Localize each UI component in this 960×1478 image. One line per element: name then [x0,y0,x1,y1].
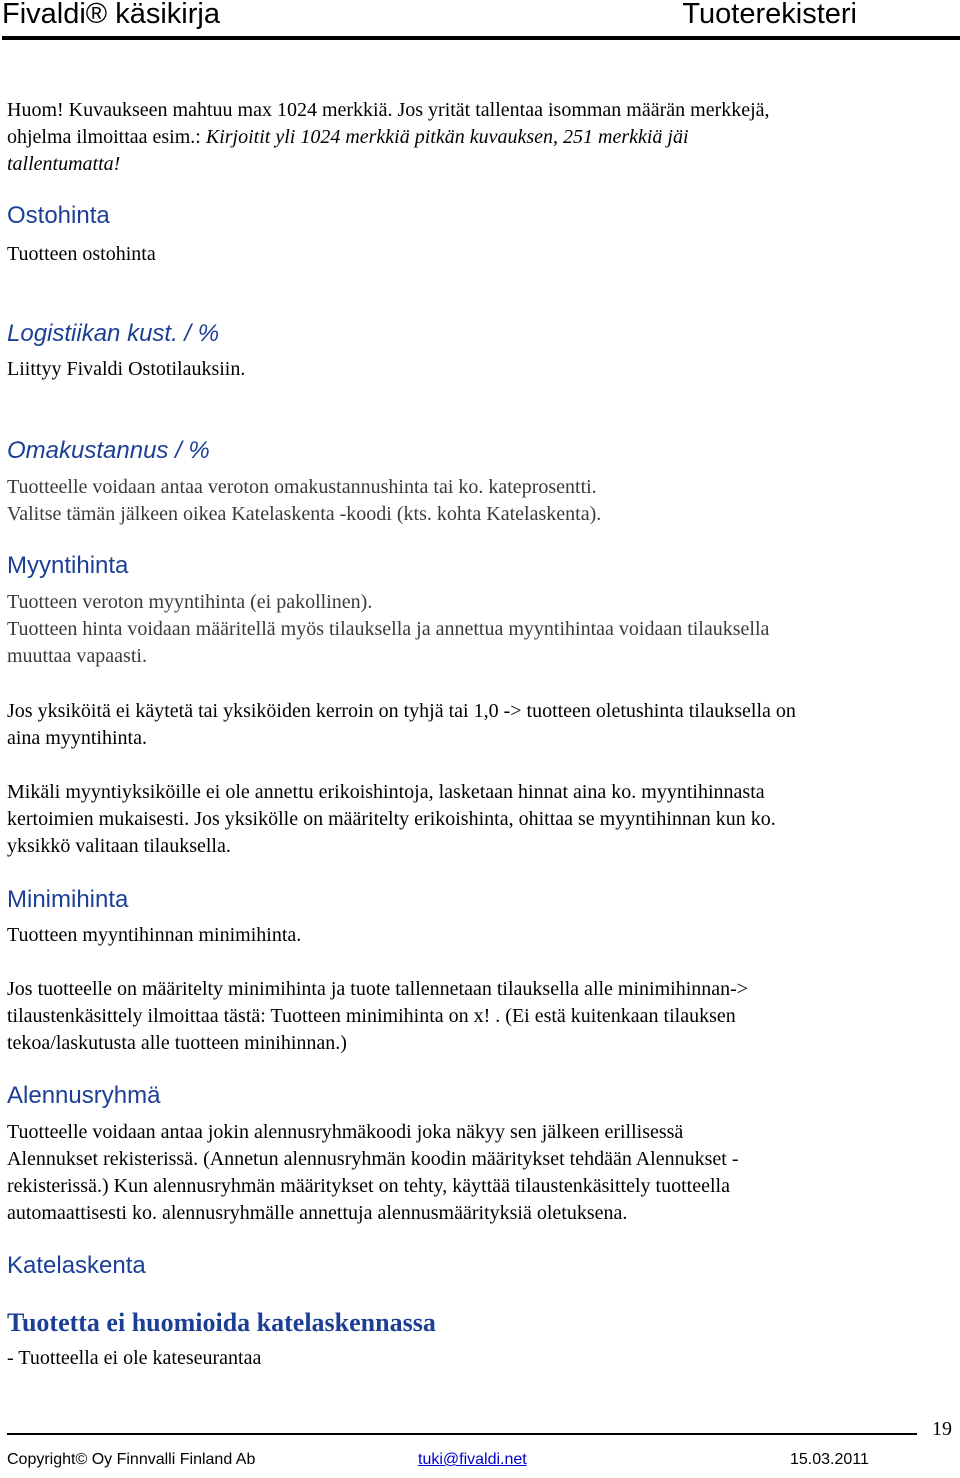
note-line-2 [7,124,952,151]
omakustannus-line-1: Tuotteelle voidaan antaa veroton omakustannushinta tai ko. kateprosentti. [7,476,597,498]
header-divider [2,36,960,40]
omakustannus-paragraph [7,474,952,528]
heading-minimihinta: Minimihinta [7,886,129,913]
footer-divider [7,1433,917,1435]
alennusryhma-line-4: automaattisesti ko. alennusryhmälle annettuja alennusmäärityksiä oletuksena. [7,1202,628,1224]
heading-omakustannus: Omakustannus / % [7,437,210,464]
omakustannus-line-2: Valitse tämän jälkeen oikea Katelaskenta -koodi (kts. kohta Katelaskenta). [7,503,602,525]
text-minimihinta: Tuotteen myyntihinnan minimihinta. [7,924,302,946]
text-ostohinta: Tuotteen ostohinta [7,243,156,265]
note-message-quote: Kirjoitit yli 1024 merkkiä pitkän kuvauksen, 251 merkkiä jäi [205,126,689,148]
note-paragraph [7,97,952,178]
minimihinta-p2-line-2: tilaustenkäsittely ilmoittaa tästä: Tuotteen minimihinta on x! . (Ei estä kuitenkaan tilauksen [7,1005,736,1027]
header-title-right: Tuoterekisteri [682,0,857,30]
page-number: 19 [932,1418,952,1440]
footer-email-link[interactable]: tuki@fivaldi.net [418,1451,527,1468]
heading-myyntihinta: Myyntihinta [7,552,129,579]
header-title-left: Fivaldi® käsikirja [2,0,220,30]
alennusryhma-line-2: Alennukset rekisterissä. (Annetun alennusryhmän koodin määritykset tehdään Alennukset - [7,1148,739,1170]
myyntihinta-line-1: Tuotteen veroton myyntihinta (ei pakollinen). [7,591,373,613]
heading-logistiikka: Logistiikan kust. / % [7,320,220,347]
myyntihinta-p2-line-1: Jos yksiköitä ei käytetä tai yksiköiden kerroin on tyhjä tai 1,0 -> tuotteen oletushinta tilauksella on [7,700,796,722]
alennusryhma-paragraph [7,1119,952,1227]
text-katelaskenta: - Tuotteella ei ole kateseurantaa [7,1347,262,1369]
myyntihinta-line-2: Tuotteen hinta voidaan määritellä myös tilauksella ja annettua myyntihintaa voidaan tilauksella [7,618,770,640]
myyntihinta-paragraph-3 [7,779,952,860]
myyntihinta-p3-line-2: kertoimien mukaisesti. Jos yksikölle on määritelty erikoishinta, ohittaa se myyntihinnan kun ko. [7,808,776,830]
text-logistiikka: Liittyy Fivaldi Ostotilauksiin. [7,358,246,380]
subheading-katelaskenta: Tuotetta ei huomioida katelaskennassa [7,1308,436,1337]
minimihinta-paragraph-2 [7,976,952,1057]
myyntihinta-line-3: muuttaa vapaasti. [7,645,147,667]
footer-date: 15.03.2011 [790,1451,869,1468]
minimihinta-p2-line-1: Jos tuotteelle on määritelty minimihinta ja tuote tallennetaan tilauksella alle minimihinnan-> [7,978,749,1000]
heading-alennusryhma: Alennusryhmä [7,1082,161,1109]
note-line-3 [7,151,952,178]
heading-ostohinta: Ostohinta [7,202,110,229]
note-message-end: tallentumatta! [7,153,121,175]
note-line-2-text: ohjelma ilmoittaa esim.: [7,126,206,148]
heading-katelaskenta: Katelaskenta [7,1252,146,1279]
note-line-1: Huom! Kuvaukseen mahtuu max 1024 merkkiä. Jos yrität tallentaa isomman määrän merkkejä, [7,99,770,121]
myyntihinta-p3-line-3: yksikkö valitaan tilauksella. [7,835,231,857]
footer-copyright: Copyright© Oy Finnvalli Finland Ab [7,1451,256,1468]
myyntihinta-p3-line-1: Mikäli myyntiyksiköille ei ole annettu erikoishintoja, lasketaan hinnat aina ko. myyntihinnasta [7,781,765,803]
alennusryhma-line-3: rekisterissä.) Kun alennusryhmän määritykset on tehty, käyttää tilaustenkäsittely tuotteella [7,1175,730,1197]
alennusryhma-line-1: Tuotteelle voidaan antaa jokin alennusryhmäkoodi joka näkyy sen jälkeen erillisessä [7,1121,684,1143]
myyntihinta-paragraph-1 [7,589,952,670]
myyntihinta-paragraph-2 [7,698,952,752]
minimihinta-p2-line-3: tekoa/laskutusta alle tuotteen minihinnan.) [7,1032,347,1054]
myyntihinta-p2-line-2: aina myyntihinta. [7,727,147,749]
